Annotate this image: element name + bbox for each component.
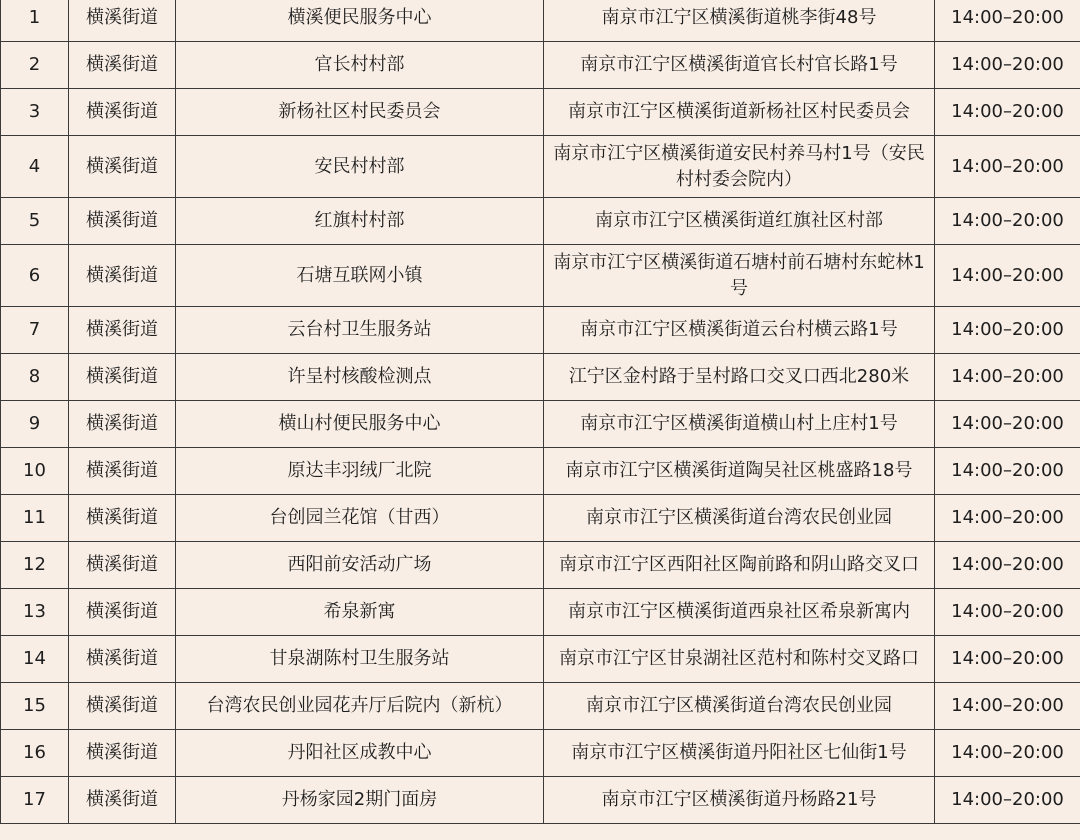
row-number: 12	[1, 542, 69, 589]
street-cell: 横溪街道	[69, 401, 176, 448]
time-cell: 14:00–20:00	[935, 683, 1080, 730]
street-cell: 横溪街道	[69, 730, 176, 777]
site-name-cell: 原达丰羽绒厂北院	[176, 448, 544, 495]
table-row	[1, 89, 1080, 136]
address-cell: 南京市江宁区横溪街道新杨社区村民委员会	[544, 89, 935, 136]
row-number: 6	[1, 245, 69, 307]
site-name-cell: 丹阳社区成教中心	[176, 730, 544, 777]
time-cell: 14:00–20:00	[935, 307, 1080, 354]
row-number: 5	[1, 198, 69, 245]
time-cell: 14:00–20:00	[935, 245, 1080, 307]
address-cell: 南京市江宁区横溪街道西泉社区希泉新寓内	[544, 589, 935, 636]
site-name-cell: 新杨社区村民委员会	[176, 89, 544, 136]
street-cell: 横溪街道	[69, 589, 176, 636]
table-row	[1, 0, 1080, 42]
time-cell: 14:00–20:00	[935, 136, 1080, 198]
time-cell: 14:00–20:00	[935, 198, 1080, 245]
table-row	[1, 198, 1080, 245]
street-cell: 横溪街道	[69, 636, 176, 683]
street-cell: 横溪街道	[69, 0, 176, 42]
time-cell: 14:00–20:00	[935, 730, 1080, 777]
row-number: 2	[1, 42, 69, 89]
table-row	[1, 354, 1080, 401]
site-name-cell: 红旗村村部	[176, 198, 544, 245]
site-name-cell: 安民村村部	[176, 136, 544, 198]
table-row	[1, 495, 1080, 542]
row-number: 17	[1, 777, 69, 824]
street-cell: 横溪街道	[69, 777, 176, 824]
row-number: 3	[1, 89, 69, 136]
site-name-cell: 希泉新寓	[176, 589, 544, 636]
street-cell: 横溪街道	[69, 136, 176, 198]
table-row	[1, 589, 1080, 636]
address-cell: 南京市江宁区西阳社区陶前路和阴山路交叉口	[544, 542, 935, 589]
row-number: 7	[1, 307, 69, 354]
street-cell: 横溪街道	[69, 495, 176, 542]
street-cell: 横溪街道	[69, 542, 176, 589]
table-row	[1, 636, 1080, 683]
site-name-cell: 横溪便民服务中心	[176, 0, 544, 42]
time-cell: 14:00–20:00	[935, 401, 1080, 448]
site-name-cell: 官长村村部	[176, 42, 544, 89]
time-cell: 14:00–20:00	[935, 495, 1080, 542]
address-cell: 南京市江宁区横溪街道台湾农民创业园	[544, 683, 935, 730]
row-number: 15	[1, 683, 69, 730]
street-cell: 横溪街道	[69, 307, 176, 354]
table-row	[1, 401, 1080, 448]
site-name-cell: 横山村便民服务中心	[176, 401, 544, 448]
site-name-cell: 台创园兰花馆（甘西）	[176, 495, 544, 542]
table-row	[1, 683, 1080, 730]
address-cell: 南京市江宁区横溪街道横山村上庄村1号	[544, 401, 935, 448]
address-cell: 南京市江宁区横溪街道石塘村前石塘村东蛇林1号	[544, 245, 935, 307]
street-cell: 横溪街道	[69, 683, 176, 730]
row-number: 10	[1, 448, 69, 495]
address-cell: 江宁区金村路于呈村路口交叉口西北280米	[544, 354, 935, 401]
time-cell: 14:00–20:00	[935, 448, 1080, 495]
street-cell: 横溪街道	[69, 42, 176, 89]
table-body	[1, 0, 1080, 824]
row-number: 9	[1, 401, 69, 448]
time-cell: 14:00–20:00	[935, 42, 1080, 89]
table-row	[1, 307, 1080, 354]
row-number: 14	[1, 636, 69, 683]
time-cell: 14:00–20:00	[935, 354, 1080, 401]
address-cell: 南京市江宁区横溪街道陶吴社区桃盛路18号	[544, 448, 935, 495]
row-number: 8	[1, 354, 69, 401]
site-name-cell: 许呈村核酸检测点	[176, 354, 544, 401]
address-cell: 南京市江宁区横溪街道官长村官长路1号	[544, 42, 935, 89]
site-name-cell: 台湾农民创业园花卉厅后院内（新杭）	[176, 683, 544, 730]
address-cell: 南京市江宁区横溪街道云台村横云路1号	[544, 307, 935, 354]
site-name-cell: 丹杨家园2期门面房	[176, 777, 544, 824]
time-cell: 14:00–20:00	[935, 589, 1080, 636]
table-row	[1, 542, 1080, 589]
address-cell: 南京市江宁区横溪街道桃李街48号	[544, 0, 935, 42]
time-cell: 14:00–20:00	[935, 542, 1080, 589]
address-cell: 南京市江宁区横溪街道安民村养马村1号（安民村村委会院内）	[544, 136, 935, 198]
row-number: 16	[1, 730, 69, 777]
table-row	[1, 777, 1080, 824]
row-number: 13	[1, 589, 69, 636]
time-cell: 14:00–20:00	[935, 0, 1080, 42]
street-cell: 横溪街道	[69, 89, 176, 136]
address-cell: 南京市江宁区横溪街道红旗社区村部	[544, 198, 935, 245]
site-name-cell: 石塘互联网小镇	[176, 245, 544, 307]
address-cell: 南京市江宁区横溪街道丹杨路21号	[544, 777, 935, 824]
site-name-cell: 甘泉湖陈村卫生服务站	[176, 636, 544, 683]
row-number: 11	[1, 495, 69, 542]
time-cell: 14:00–20:00	[935, 89, 1080, 136]
address-cell: 南京市江宁区横溪街道丹阳社区七仙街1号	[544, 730, 935, 777]
time-cell: 14:00–20:00	[935, 777, 1080, 824]
street-cell: 横溪街道	[69, 245, 176, 307]
site-name-cell: 云台村卫生服务站	[176, 307, 544, 354]
table-row	[1, 730, 1080, 777]
table-row	[1, 245, 1080, 307]
table-row	[1, 448, 1080, 495]
row-number: 1	[1, 0, 69, 42]
address-cell: 南京市江宁区横溪街道台湾农民创业园	[544, 495, 935, 542]
street-cell: 横溪街道	[69, 198, 176, 245]
site-name-cell: 西阳前安活动广场	[176, 542, 544, 589]
row-number: 4	[1, 136, 69, 198]
table-row	[1, 42, 1080, 89]
table-row	[1, 136, 1080, 198]
street-cell: 横溪街道	[69, 354, 176, 401]
time-cell: 14:00–20:00	[935, 636, 1080, 683]
street-cell: 横溪街道	[69, 448, 176, 495]
address-cell: 南京市江宁区甘泉湖社区范村和陈村交叉路口	[544, 636, 935, 683]
